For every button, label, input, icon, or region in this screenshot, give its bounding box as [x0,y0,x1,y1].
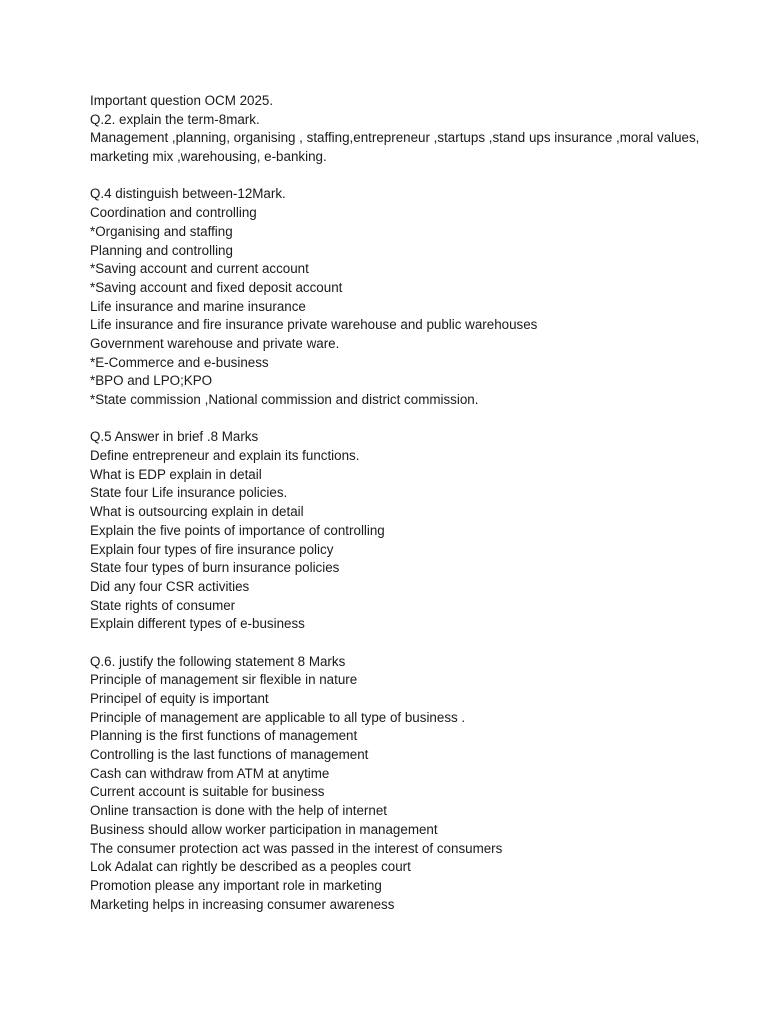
q6-item: Cash can withdraw from ATM at anytime [90,765,330,781]
q4-item: *Saving account and fixed deposit account [90,279,343,295]
q4-item: *State commission ,National commission and district commission. [90,392,479,408]
q4-item: Government warehouse and private ware. [90,335,340,351]
q5-item: What is EDP explain in detail [90,466,262,482]
q6-heading: Q.6. justify the following statement 8 Marks [90,653,346,669]
q2-terms: Management ,planning, organising , staffing,entrepreneur ,startups ,stand ups insurance ,moral values, marketing mix ,warehousing, e-banking. [90,130,700,165]
spacer [90,167,700,186]
q5-heading: Q.5 Answer in brief .8 Marks [90,429,259,445]
q6-item: Lok Adalat can rightly be described as a peoples court [90,859,411,875]
q6-item: The consumer protection act was passed in the interest of consumers [90,840,503,856]
q5-item: Did any four CSR activities [90,578,250,594]
q4-heading: Q.4 distinguish between-12Mark. [90,186,286,202]
document-title: Important question OCM 2025. [90,93,274,108]
q4-item: *E-Commerce and e-business [90,354,269,370]
spacer [90,410,700,429]
q5-item: State rights of consumer [90,597,236,613]
q4-item: Coordination and controlling [90,205,257,221]
q4-item: Planning and controlling [90,242,233,258]
q5-item: State four Life insurance policies. [90,485,288,501]
q6-item: Principle of management sir flexible in nature [90,672,358,688]
q5-item: Explain the five points of importance of controlling [90,522,385,538]
q6-item: Online transaction is done with the help of internet [90,803,388,819]
q5-item: Define entrepreneur and explain its functions. [90,448,360,464]
q6-item: Planning is the first functions of management [90,728,358,744]
q6-item: Business should allow worker participation in management [90,821,438,837]
spacer [90,634,700,653]
q5-item: State four types of burn insurance policies [90,560,340,576]
q4-item: *Saving account and current account [90,261,309,277]
q6-item: Marketing helps in increasing consumer awareness [90,896,395,912]
q5-item: Explain different types of e-business [90,616,305,632]
document-page [90,92,700,914]
q4-item: Life insurance and fire insurance private warehouse and public warehouses [90,317,538,333]
q2-heading: Q.2. explain the term-8mark. [90,111,260,127]
q5-item: Explain four types of fire insurance policy [90,541,334,557]
q6-item: Principle of management are applicable to all type of business . [90,709,466,725]
q6-item: Promotion please any important role in marketing [90,877,382,893]
q4-item: *Organising and staffing [90,223,233,239]
q6-item: Current account is suitable for business [90,784,325,800]
q6-item: Principel of equity is important [90,691,269,707]
q6-item: Controlling is the last functions of management [90,747,369,763]
q4-item: Life insurance and marine insurance [90,298,306,314]
q4-item: *BPO and LPO;KPO [90,373,213,389]
q5-item: What is outsourcing explain in detail [90,504,304,520]
